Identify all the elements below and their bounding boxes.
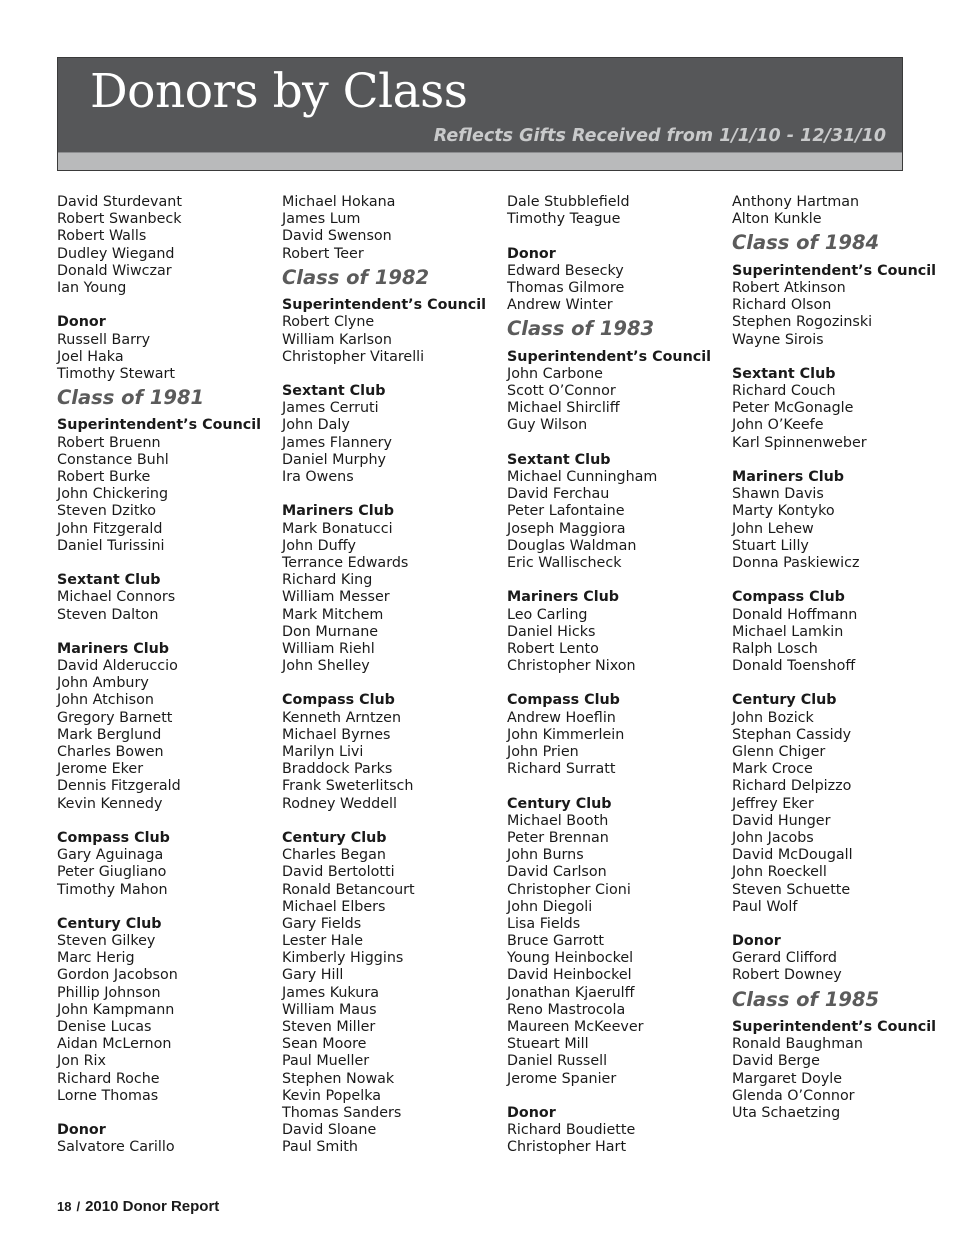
donor-name: John O’Keefe bbox=[732, 417, 824, 434]
donor-name: David Alderuccio bbox=[57, 658, 178, 675]
donor-name: Anthony Hartman bbox=[732, 194, 860, 210]
donor-name: James Kukura bbox=[282, 984, 379, 1001]
donor-name: Dennis Fitzgerald bbox=[57, 778, 181, 795]
donor-name: Russell Barry bbox=[57, 331, 151, 348]
donor-name: James Lum bbox=[282, 211, 361, 228]
donor-name: Daniel Murphy bbox=[282, 451, 386, 468]
donor-name: Peter Brennan bbox=[507, 829, 609, 846]
donor-name: Lisa Fields bbox=[507, 915, 581, 932]
donor-name: Donald Toenshoff bbox=[732, 658, 856, 675]
giving-level-heading: Donor bbox=[57, 1122, 106, 1139]
donor-name: Bruce Garrott bbox=[507, 933, 604, 950]
spacer bbox=[57, 899, 283, 916]
donor-name: Scott O’Connor bbox=[507, 383, 616, 400]
spacer bbox=[507, 228, 733, 245]
donor-name: Aidan McLernon bbox=[57, 1036, 172, 1053]
donor-name: Steven Dzitko bbox=[57, 503, 156, 520]
donor-name: David Bertolotti bbox=[282, 864, 395, 881]
donor-name: Lorne Thomas bbox=[57, 1087, 159, 1104]
giving-level-heading: Century Club bbox=[57, 915, 162, 932]
donor-name: Richard Delpizzo bbox=[732, 778, 852, 795]
donor-name: Peter McGonagle bbox=[732, 400, 854, 417]
donor-name: Edward Besecky bbox=[507, 262, 624, 279]
donor-name: William Karlson bbox=[282, 331, 392, 348]
donor-name: Michael Booth bbox=[507, 812, 609, 829]
donor-name: Joseph Maggiora bbox=[507, 520, 626, 537]
spacer bbox=[732, 572, 958, 589]
giving-level-heading: Compass Club bbox=[732, 589, 845, 606]
giving-level-heading: Superintendent’s Council bbox=[732, 262, 937, 279]
donor-name: Robert Atkinson bbox=[732, 279, 846, 296]
donor-name: John Ambury bbox=[57, 675, 149, 692]
donor-name: Robert Clyne bbox=[282, 314, 375, 331]
donor-name: Michael Connors bbox=[57, 589, 176, 606]
giving-level-heading: Mariners Club bbox=[732, 469, 845, 486]
donor-name: Jon Rix bbox=[57, 1053, 106, 1070]
donor-name: Stephan Cassidy bbox=[732, 726, 852, 743]
donor-name: Stuart Lilly bbox=[732, 537, 809, 554]
donor-name: John Prien bbox=[507, 744, 579, 761]
page-title: Donors by Class bbox=[90, 64, 468, 119]
donor-name: Peter Lafontaine bbox=[507, 503, 625, 520]
donor-name: Ronald Betancourt bbox=[282, 881, 415, 898]
donor-name: Jonathan Kjaerulff bbox=[507, 984, 635, 1001]
donor-name: Lester Hale bbox=[282, 933, 364, 950]
donor-name: John Diegoli bbox=[507, 898, 593, 915]
donor-name: Kenneth Arntzen bbox=[282, 709, 402, 726]
footer-separator: / bbox=[76, 1199, 81, 1214]
spacer bbox=[507, 675, 733, 692]
spacer bbox=[57, 555, 283, 572]
donor-column-1 bbox=[57, 194, 283, 1157]
giving-level-heading: Sextant Club bbox=[57, 572, 161, 589]
header-banner bbox=[57, 57, 903, 171]
donor-name: Ian Young bbox=[57, 279, 127, 296]
donor-name: Peter Giugliano bbox=[57, 864, 167, 881]
donor-name: Salvatore Carillo bbox=[57, 1139, 175, 1156]
donor-name: John Chickering bbox=[57, 486, 169, 503]
donor-name: Robert Walls bbox=[57, 228, 147, 245]
donor-name: Robert Swanbeck bbox=[57, 211, 182, 228]
spacer bbox=[57, 813, 283, 830]
giving-level-heading: Compass Club bbox=[57, 829, 170, 846]
donor-name: Joel Haka bbox=[57, 348, 124, 365]
donor-name: David Sturdevant bbox=[57, 194, 182, 210]
donor-name: William Riehl bbox=[282, 640, 375, 657]
donor-name: James Flannery bbox=[282, 434, 392, 451]
donor-name: Steven Schuette bbox=[732, 881, 851, 898]
donor-name: Stueart Mill bbox=[507, 1036, 589, 1053]
page-footer bbox=[57, 1198, 219, 1215]
donor-name: Robert Bruenn bbox=[57, 434, 161, 451]
donor-name: John Lehew bbox=[732, 520, 814, 537]
donor-name: Ronald Baughman bbox=[732, 1036, 863, 1053]
spacer bbox=[57, 1105, 283, 1122]
donor-name: Thomas Sanders bbox=[282, 1104, 402, 1121]
giving-level-heading: Superintendent’s Council bbox=[507, 348, 712, 365]
donor-name: Christopher Hart bbox=[507, 1139, 627, 1156]
giving-level-heading: Superintendent’s Council bbox=[282, 297, 487, 314]
donor-name: Daniel Russell bbox=[507, 1053, 608, 1070]
spacer bbox=[282, 813, 508, 830]
donor-name: Michael Shircliff bbox=[507, 400, 620, 417]
donor-name: Mark Bonatucci bbox=[282, 520, 393, 537]
donor-name: Richard Roche bbox=[57, 1070, 160, 1087]
donor-name: David Carlson bbox=[507, 864, 607, 881]
donor-name: David Swenson bbox=[282, 228, 392, 245]
donor-name: Christopher Nixon bbox=[507, 658, 636, 675]
giving-level-heading: Compass Club bbox=[282, 692, 395, 709]
donor-name: Richard Olson bbox=[732, 297, 832, 314]
donor-name: Douglas Waldman bbox=[507, 537, 637, 554]
donor-name: David McDougall bbox=[732, 847, 853, 864]
donor-name: Reno Mastrocola bbox=[507, 1001, 626, 1018]
class-year-heading: Class of 1983 bbox=[507, 317, 655, 341]
donor-name: David Ferchau bbox=[507, 486, 610, 503]
giving-level-heading: Mariners Club bbox=[507, 589, 620, 606]
donor-name: Mark Berglund bbox=[57, 726, 162, 743]
spacer bbox=[507, 1088, 733, 1105]
class-year-heading: Class of 1985 bbox=[732, 987, 880, 1011]
donor-name: Jerome Eker bbox=[57, 761, 144, 778]
donor-name: Steven Miller bbox=[282, 1019, 376, 1036]
donor-name: Christopher Cioni bbox=[507, 881, 631, 898]
donor-name: Wayne Sirois bbox=[732, 331, 824, 348]
giving-level-heading: Century Club bbox=[282, 829, 387, 846]
donor-name: Young Heinbockel bbox=[507, 950, 634, 967]
donor-name: Kimberly Higgins bbox=[282, 950, 404, 967]
spacer bbox=[507, 778, 733, 795]
donor-name: Frank Sweterlitsch bbox=[282, 778, 414, 795]
spacer bbox=[282, 486, 508, 503]
donor-name: Don Murnane bbox=[282, 623, 379, 640]
donor-column-3 bbox=[507, 194, 733, 1157]
donor-name: Dudley Wiegand bbox=[57, 245, 175, 262]
donor-column-4 bbox=[732, 194, 958, 1122]
spacer bbox=[732, 916, 958, 933]
donor-name: Gary Aguinaga bbox=[57, 847, 164, 864]
donor-name: Marc Herig bbox=[57, 950, 135, 967]
donor-name: Gerard Clifford bbox=[732, 950, 837, 967]
donor-name: Paul Smith bbox=[282, 1139, 358, 1156]
giving-level-heading: Mariners Club bbox=[282, 503, 395, 520]
donor-name: John Shelley bbox=[282, 658, 370, 675]
class-year-heading: Class of 1982 bbox=[282, 265, 430, 289]
donor-name: Denise Lucas bbox=[57, 1019, 152, 1036]
page-number: 18 bbox=[57, 1199, 72, 1214]
donor-name: Guy Wilson bbox=[507, 417, 588, 434]
spacer bbox=[507, 572, 733, 589]
donor-name: Alton Kunkle bbox=[732, 211, 822, 228]
spacer bbox=[57, 297, 283, 314]
giving-level-heading: Century Club bbox=[732, 692, 837, 709]
donor-name: Braddock Parks bbox=[282, 761, 393, 778]
class-year-heading: Class of 1981 bbox=[57, 386, 205, 410]
donor-name: Eric Wallischeck bbox=[507, 554, 622, 571]
donor-name: Robert Burke bbox=[57, 469, 151, 486]
donor-name: Paul Wolf bbox=[732, 898, 798, 915]
page-subtitle: Reflects Gifts Received from 1/1/10 - 12/31/10 bbox=[433, 126, 886, 146]
donor-name: Richard Surratt bbox=[507, 761, 616, 778]
spacer bbox=[57, 624, 283, 641]
donor-name: Donald Hoffmann bbox=[732, 606, 858, 623]
giving-level-heading: Century Club bbox=[507, 795, 612, 812]
donor-name: Gordon Jacobson bbox=[57, 967, 178, 984]
donor-name: Gregory Barnett bbox=[57, 709, 173, 726]
donor-name: William Messer bbox=[282, 589, 390, 606]
spacer bbox=[732, 349, 958, 366]
giving-level-heading: Donor bbox=[507, 1104, 556, 1121]
donor-name: Robert Teer bbox=[282, 245, 364, 262]
donor-name: David Berge bbox=[732, 1053, 820, 1070]
donor-name: Robert Downey bbox=[732, 967, 842, 984]
donor-name: Richard King bbox=[282, 572, 373, 589]
donor-name: Gary Fields bbox=[282, 915, 362, 932]
donor-name: Stephen Rogozinski bbox=[732, 314, 873, 331]
donor-name: Leo Carling bbox=[507, 606, 588, 623]
giving-level-heading: Superintendent’s Council bbox=[732, 1019, 937, 1036]
donor-name: Terrance Edwards bbox=[282, 554, 409, 571]
spacer bbox=[282, 366, 508, 383]
donor-name: Steven Dalton bbox=[57, 606, 159, 623]
donor-name: John Burns bbox=[507, 847, 584, 864]
donor-name: David Heinbockel bbox=[507, 967, 632, 984]
donor-name: Jerome Spanier bbox=[507, 1070, 617, 1087]
donor-name: Ralph Losch bbox=[732, 640, 818, 657]
donor-name: Margaret Doyle bbox=[732, 1070, 843, 1087]
donor-name: Christopher Vitarelli bbox=[282, 348, 425, 365]
donor-name: Rodney Weddell bbox=[282, 795, 397, 812]
giving-level-heading: Donor bbox=[732, 933, 781, 950]
donor-name: Donald Wiwczar bbox=[57, 262, 172, 279]
donor-name: Donna Paskiewicz bbox=[732, 554, 860, 571]
donor-name: Marty Kontyko bbox=[732, 503, 835, 520]
donor-name: William Maus bbox=[282, 1001, 377, 1018]
donor-name: Daniel Turissini bbox=[57, 537, 165, 554]
donor-name: Glenda O’Connor bbox=[732, 1087, 855, 1104]
donor-name: James Cerruti bbox=[282, 400, 379, 417]
donor-name: Michael Byrnes bbox=[282, 726, 391, 743]
donor-name: Timothy Teague bbox=[507, 211, 621, 228]
donor-name: John Duffy bbox=[282, 537, 357, 554]
donor-name: Uta Schaetzing bbox=[732, 1104, 841, 1121]
donor-name: Michael Lamkin bbox=[732, 623, 844, 640]
donor-name: Maureen McKeever bbox=[507, 1019, 644, 1036]
donor-name: John Fitzgerald bbox=[57, 520, 163, 537]
donor-name: John Carbone bbox=[507, 365, 603, 382]
donor-name: Dale Stubblefield bbox=[507, 194, 630, 210]
donor-name: Michael Elbers bbox=[282, 898, 386, 915]
spacer bbox=[507, 435, 733, 452]
giving-level-heading: Mariners Club bbox=[57, 640, 170, 657]
donor-name: Timothy Stewart bbox=[57, 365, 176, 382]
spacer bbox=[282, 675, 508, 692]
donor-name: John Jacobs bbox=[732, 829, 814, 846]
donor-name: Robert Lento bbox=[507, 640, 599, 657]
donor-name: Richard Couch bbox=[732, 383, 836, 400]
donor-name: Richard Boudiette bbox=[507, 1122, 636, 1139]
donor-name: Timothy Mahon bbox=[57, 881, 168, 898]
donor-name: Andrew Winter bbox=[507, 297, 613, 314]
donor-name: Jeffrey Eker bbox=[732, 795, 814, 812]
donor-name: John Daly bbox=[282, 417, 350, 434]
donor-name: Constance Buhl bbox=[57, 451, 169, 468]
donor-name: John Atchison bbox=[57, 692, 154, 709]
donor-name: Thomas Gilmore bbox=[507, 279, 625, 296]
donor-name: David Hunger bbox=[732, 812, 831, 829]
donor-name: John Bozick bbox=[732, 709, 814, 726]
donor-name: Paul Mueller bbox=[282, 1053, 370, 1070]
donor-name: Glenn Chiger bbox=[732, 744, 826, 761]
giving-level-heading: Donor bbox=[507, 245, 556, 262]
donor-column-2 bbox=[282, 194, 508, 1157]
banner-strip bbox=[58, 152, 902, 170]
donor-name: David Sloane bbox=[282, 1122, 377, 1139]
donor-name: Sean Moore bbox=[282, 1036, 367, 1053]
giving-level-heading: Compass Club bbox=[507, 692, 620, 709]
donor-name: Daniel Hicks bbox=[507, 623, 596, 640]
giving-level-heading: Donor bbox=[57, 314, 106, 331]
donor-name: John Kimmerlein bbox=[507, 726, 625, 743]
donor-name: Karl Spinnenweber bbox=[732, 434, 867, 451]
giving-level-heading: Superintendent’s Council bbox=[57, 417, 262, 434]
donor-name: John Kampmann bbox=[57, 1001, 175, 1018]
donor-name: Marilyn Livi bbox=[282, 744, 364, 761]
spacer bbox=[732, 675, 958, 692]
donor-name: Ira Owens bbox=[282, 469, 354, 486]
giving-level-heading: Sextant Club bbox=[507, 451, 611, 468]
donor-name: Mark Croce bbox=[732, 761, 813, 778]
donor-name: Charles Began bbox=[282, 847, 386, 864]
donor-name: Kevin Popelka bbox=[282, 1087, 381, 1104]
donor-name: John Roeckell bbox=[732, 864, 827, 881]
giving-level-heading: Sextant Club bbox=[732, 365, 836, 382]
donor-name: Michael Hokana bbox=[282, 194, 396, 210]
donor-name: Phillip Johnson bbox=[57, 984, 161, 1001]
donor-name: Charles Bowen bbox=[57, 744, 164, 761]
giving-level-heading: Sextant Club bbox=[282, 383, 386, 400]
donor-name: Michael Cunningham bbox=[507, 469, 658, 486]
donor-name: Mark Mitchem bbox=[282, 606, 384, 623]
donor-name: Stephen Nowak bbox=[282, 1070, 395, 1087]
donor-name: Gary Hill bbox=[282, 967, 344, 984]
donor-name: Steven Gilkey bbox=[57, 933, 156, 950]
donor-name: Shawn Davis bbox=[732, 486, 824, 503]
donor-name: Andrew Hoeflin bbox=[507, 709, 616, 726]
class-year-heading: Class of 1984 bbox=[732, 231, 880, 255]
spacer bbox=[732, 452, 958, 469]
report-title: 2010 Donor Report bbox=[85, 1198, 220, 1215]
donor-name: Kevin Kennedy bbox=[57, 795, 163, 812]
